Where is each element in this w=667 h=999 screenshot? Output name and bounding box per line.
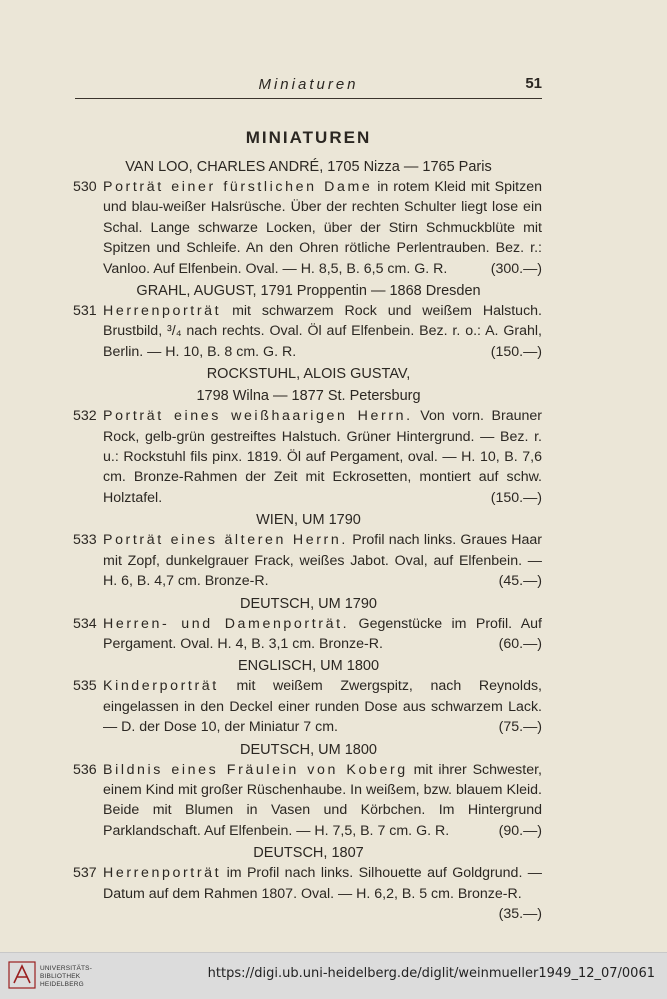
entry-text	[103, 863, 542, 922]
artist-heading: WIEN, UM 1790	[256, 512, 361, 529]
estimate-price: (150.—)	[490, 343, 542, 360]
artist-heading: ENGLISCH, UM 1800	[237, 658, 380, 675]
lot-number: 536	[73, 761, 97, 778]
entry-title: Herren- und Damenporträt.	[103, 615, 350, 632]
entry-text	[103, 530, 542, 591]
catalog-entry	[75, 760, 542, 842]
logo-line-2: BIBLIOTHEK	[40, 973, 81, 980]
entry-description: mit schwarzem Rock und weißem Halstuch. Brustbild, ³/₄ nach rechts. Oval. Öl auf Elfenbein. Bez. r. o.: A. Grahl, Berlin. — H. 10, B. 8 cm. G. R.	[103, 303, 542, 360]
catalog-entry	[73, 863, 542, 922]
lot-number: 537	[73, 865, 97, 882]
artist-heading: DEUTSCH, UM 1790	[240, 595, 377, 612]
entry-text	[103, 177, 542, 279]
catalog-entry	[75, 614, 542, 655]
catalog-entry	[75, 301, 542, 362]
entry-description: Von vorn. Brauner Rock, gelb-grün gestreiftes Halstuch. Grüner Hintergrund. — Bez. r. u.: Rockstuhl fils pinx. 1819. Öl auf Pergament, oval. — H. 10, B. 7,6 cm. Bronze-Rahmen der Zeit mit Eckrosetten, montiert auf schw. Holztafel.	[103, 408, 542, 506]
heidelberg-seal-icon	[8, 961, 36, 989]
entry-description: Profil nach links. Graues Haar mit Zopf, dunkelgrauer Frack, weißes Jabot. Oval, auf Elfenbein. — H. 6, B. 4,7 cm. Bronze-R.	[103, 532, 542, 590]
library-logo[interactable]	[8, 961, 92, 991]
catalog-entries	[75, 155, 542, 924]
footer-bar	[0, 952, 667, 999]
entry-text	[103, 406, 542, 508]
section-heading: MINIATUREN	[245, 128, 372, 147]
estimate-price: (60.—)	[498, 635, 542, 652]
running-head-title: Miniaturen	[258, 76, 359, 93]
artist-heading: DEUTSCH, UM 1800	[240, 741, 377, 758]
lot-number: 532	[73, 408, 97, 425]
lot-number: 530	[73, 179, 97, 195]
estimate-price: (90.—)	[498, 822, 542, 839]
page-number: 51	[525, 75, 542, 92]
permalink-url[interactable]: https://digi.ub.uni-heidelberg.de/diglit/weinmueller1949_12_07/0061	[207, 966, 655, 981]
entry-description: Gegenstücke im Profil. Auf Pergament. Oval. H. 4, B. 3,1 cm. Bronze-R.	[103, 615, 543, 652]
entry-text	[103, 614, 542, 655]
entry-title: Herrenporträt	[103, 303, 222, 320]
logo-line-3: HEIDELBERG	[40, 981, 84, 988]
entry-title: Porträt einer fürstlichen Dame	[103, 179, 373, 195]
lot-number: 535	[73, 678, 97, 695]
entry-description: in rotem Kleid mit Spitzen und blau-weißer Halsrüsche. Über der rechten Schulter liegt lose ein Schal. Lange schwarze Locken, über der Stirn Schmuckblüte mit Spitzen und Schleife. An den Ohren rötliche Perlentrauben. Bez. r.: Vanloo. Auf Elfenbein. Oval. — H. 8,5, B. 6,5 cm. G. R.	[103, 179, 542, 277]
entry-text	[103, 676, 542, 737]
entry-title: Herrenporträt	[103, 865, 222, 882]
estimate-price: (150.—)	[490, 489, 542, 506]
logo-line-1: UNIVERSITÄTS-	[40, 965, 93, 972]
catalog-entry	[75, 530, 542, 591]
entry-title: Kinderporträt	[103, 678, 219, 695]
catalog-entry	[75, 406, 542, 508]
entry-text	[103, 301, 542, 362]
estimate-price: (300.—)	[490, 260, 542, 277]
artist-heading: DEUTSCH, 1807	[253, 845, 364, 862]
artist-heading: 1798 Wilna — 1877 St. Petersburg	[196, 388, 421, 405]
estimate-price: (35.—)	[498, 905, 542, 922]
lot-number: 534	[73, 615, 97, 632]
artist-heading: VAN LOO, CHARLES ANDRÉ, 1705 Nizza — 1765 Paris	[125, 159, 492, 175]
catalog-entry	[75, 676, 542, 737]
entry-description: im Profil nach links. Silhouette auf Goldgrund. — Datum auf dem Rahmen 1807. Oval. — H. 6,2, B. 5 cm. Bronze-R.	[103, 865, 542, 902]
entry-text	[103, 760, 542, 842]
estimate-price: (45.—)	[498, 573, 542, 590]
artist-heading: GRAHL, AUGUST, 1791 Proppentin — 1868 Dresden	[136, 283, 481, 300]
running-head	[75, 72, 542, 99]
catalog-entry	[75, 177, 542, 279]
entry-title: Porträt eines weißhaarigen Herrn.	[103, 408, 413, 425]
lot-number: 533	[73, 532, 97, 549]
entry-title: Bildnis eines Fräulein von Koberg	[103, 761, 408, 778]
lot-number: 531	[73, 303, 97, 320]
entry-title: Porträt eines älteren Herrn.	[103, 532, 348, 549]
artist-heading: ROCKSTUHL, ALOIS GUSTAV,	[206, 366, 411, 383]
estimate-price: (75.—)	[498, 719, 542, 736]
entry-description: mit ihrer Schwester, einem Kind mit großer Rüschenhaube. In weißem, bzw. blauem Kleid. Beide mit Blumen in Vasen und Körbchen. Im Hintergrund Parklandschaft. Auf Elfenbein. — H. 7,5, B. 7 cm. G. R.	[103, 761, 542, 839]
entry-description: mit weißem Zwergspitz, nach Reynolds, eingelassen in den Deckel einer runden Dose aus schwarzem Lack. — D. der Dose 10, der Miniatur 7 cm.	[103, 678, 542, 736]
